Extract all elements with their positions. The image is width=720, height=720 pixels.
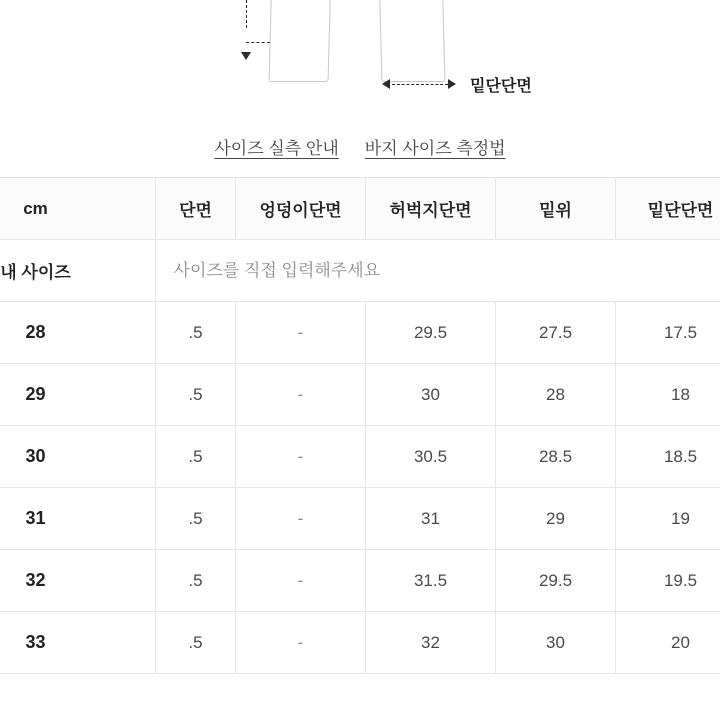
cell-hem: 19 — [616, 488, 720, 550]
cell-waist: .5 — [156, 302, 236, 364]
cell-hem: 18.5 — [616, 426, 720, 488]
col-header-hip: 엉덩이단면 — [236, 178, 366, 240]
cell-waist: .5 — [156, 488, 236, 550]
cell-waist: .5 — [156, 426, 236, 488]
cell-rise: 28 — [496, 364, 616, 426]
size-table-header-row — [0, 178, 720, 240]
rise-dashed-arrow — [246, 42, 270, 43]
cell-hem: 18 — [616, 364, 720, 426]
row-size-33: 33 — [0, 612, 156, 674]
row-size-30: 30 — [0, 426, 156, 488]
cell-hip: - — [236, 302, 366, 364]
row-size-31: 31 — [0, 488, 156, 550]
cell-hip: - — [236, 364, 366, 426]
cell-waist: .5 — [156, 364, 236, 426]
rise-arrow-head-icon — [241, 52, 251, 60]
table-row — [0, 612, 720, 674]
guide-links — [0, 115, 720, 177]
size-table-body — [0, 240, 720, 674]
hem-width-label: 밑단단면 — [470, 78, 532, 95]
table-row — [0, 302, 720, 364]
hem-arrow-head-right-icon — [448, 79, 456, 89]
table-row — [0, 426, 720, 488]
cell-thigh: 29.5 — [366, 302, 496, 364]
cell-rise: 30 — [496, 612, 616, 674]
cell-rise: 28.5 — [496, 426, 616, 488]
pants-right-leg-shape — [379, 0, 446, 82]
table-row — [0, 488, 720, 550]
cell-thigh: 30.5 — [366, 426, 496, 488]
cell-thigh: 30 — [366, 364, 496, 426]
cell-hip: - — [236, 488, 366, 550]
pants-measurement-diagram — [0, 0, 720, 115]
cell-waist: .5 — [156, 612, 236, 674]
cell-hip: - — [236, 550, 366, 612]
hem-arrow-head-left-icon — [382, 79, 390, 89]
cell-rise: 29.5 — [496, 550, 616, 612]
cell-hem: 19.5 — [616, 550, 720, 612]
row-size-32: 32 — [0, 550, 156, 612]
col-header-rise: 밑위 — [496, 178, 616, 240]
row-size-28: 28 — [0, 302, 156, 364]
cell-thigh: 31 — [366, 488, 496, 550]
cell-hem: 20 — [616, 612, 720, 674]
cell-thigh: 31.5 — [366, 550, 496, 612]
cell-hem: 17.5 — [616, 302, 720, 364]
my-size-label: 내 사이즈 — [0, 240, 156, 302]
col-header-cm: cm — [0, 178, 156, 240]
link-pants-measure-method[interactable]: 바지 사이즈 측정법 — [364, 138, 506, 158]
cell-rise: 29 — [496, 488, 616, 550]
col-header-thigh: 허벅지단면 — [366, 178, 496, 240]
pants-left-leg-shape — [269, 0, 332, 82]
my-size-input-cell[interactable] — [156, 240, 720, 302]
table-row — [0, 550, 720, 612]
col-header-hem: 밑단단면 — [616, 178, 720, 240]
my-size-row — [0, 240, 720, 302]
link-size-measure-guide[interactable]: 사이즈 실측 안내 — [214, 138, 339, 158]
table-row — [0, 364, 720, 426]
cell-hip: - — [236, 612, 366, 674]
my-size-input[interactable] — [172, 260, 720, 282]
cell-hip: - — [236, 426, 366, 488]
size-table — [0, 177, 720, 674]
size-table-head — [0, 178, 720, 240]
rise-guide-line — [246, 0, 247, 28]
cell-rise: 27.5 — [496, 302, 616, 364]
col-header-waist: 단면 — [156, 178, 236, 240]
row-size-29: 29 — [0, 364, 156, 426]
cell-waist: .5 — [156, 550, 236, 612]
hem-width-dashed-line — [392, 84, 448, 85]
cell-thigh: 32 — [366, 612, 496, 674]
size-table-wrap — [0, 177, 720, 674]
